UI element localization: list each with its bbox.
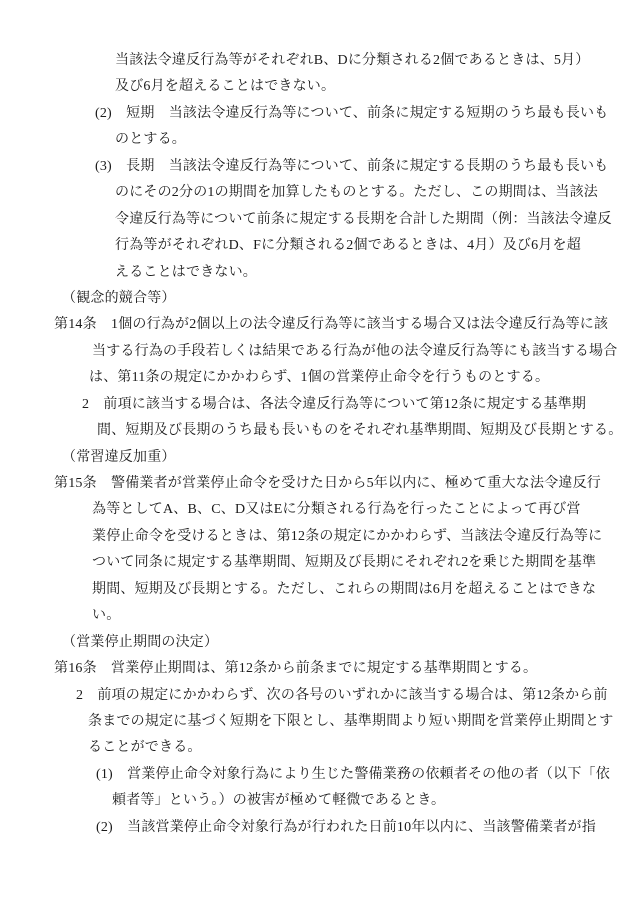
document-line: （常習違反加重） — [62, 449, 176, 465]
document-line: (2) 短期 当該法令違反行為等について、前条に規定する短期のうち最も長いも — [95, 105, 609, 121]
document-line: （営業停止期間の決定） — [62, 634, 219, 650]
document-line: 及び6月を超えることはできない。 — [115, 79, 336, 95]
document-line: 行為等がそれぞれD、Fに分類される2個であるときは、4月）及び6月を超 — [115, 238, 581, 254]
document-line: は、第11条の規定にかかわらず、1個の営業停止命令を行うものとする。 — [89, 370, 550, 386]
document-line: 間、短期及び長期のうち最も長いものをそれぞれ基準期間、短期及び長期とする。 — [97, 423, 623, 439]
document-line: (2) 当該営業停止命令対象行為が行われた日前10年以内に、当該警備業者が指 — [96, 819, 596, 835]
document-line: 期間、短期及び長期とする。ただし、これらの期間は6月を超えることはできな — [92, 581, 597, 597]
document-line: ることができる。 — [88, 740, 202, 756]
document-line: 令違反行為等について前条に規定する長期を合計した期間（例：当該法令違反 — [115, 211, 612, 227]
document-line: 条までの規定に基づく短期を下限とし、基準期間より短い期間を営業停止期間とす — [88, 713, 614, 729]
document-line: えることはできない。 — [115, 264, 257, 280]
document-line: (3) 長期 当該法令違反行為等について、前条に規定する長期のうち最も長いも — [95, 158, 609, 174]
document-line: 当該法令違反行為等がそれぞれB、Dに分類される2個であるときは、5月） — [115, 53, 590, 68]
document-line: 第14条 1個の行為が2個以上の法令違反行為等に該当する場合又は法令違反行為等に該 — [54, 317, 609, 333]
document-line: 2 前項に該当する場合は、各法令違反行為等について第12条に規定する基準期 — [82, 396, 587, 412]
document-line: 2 前項の規定にかかわらず、次の各号のいずれかに該当する場合は、第12条から前 — [76, 687, 608, 703]
document-line: 為等としてA、B、C、D又はEに分類される行為を行ったことによって再び営 — [92, 502, 581, 518]
document-line: い。 — [92, 608, 121, 624]
document-line: ついて同条に規定する基準期間、短期及び長期にそれぞれ2を乗じた期間を基準 — [92, 555, 597, 571]
document-line: 当する行為の手段若しくは結果である行為が他の法令違反行為等にも該当する場合 — [92, 343, 618, 359]
document-line: のとする。 — [115, 132, 186, 148]
document-line: （観念的競合等） — [62, 290, 176, 306]
document-line: のにその2分の1の期間を加算したものとする。ただし、この期間は、当該法 — [115, 185, 598, 201]
document-line: 頼者等」という。）の被害が極めて軽微であるとき。 — [112, 793, 446, 809]
document-line: 第15条 警備業者が営業停止命令を受けた日から5年以内に、極めて重大な法令違反行 — [54, 476, 601, 491]
document-line: 業停止命令を受けるときは、第12条の規定にかかわらず、当該法令違反行為等に — [92, 528, 603, 544]
document-line: (1) 営業停止命令対象行為により生じた警備業務の依頼者その他の者（以下「依 — [96, 766, 610, 782]
document-text-block — [0, 48, 630, 841]
document-line: 第16条 営業停止期間は、第12条から前条までに規定する基準期間とする。 — [54, 661, 538, 677]
